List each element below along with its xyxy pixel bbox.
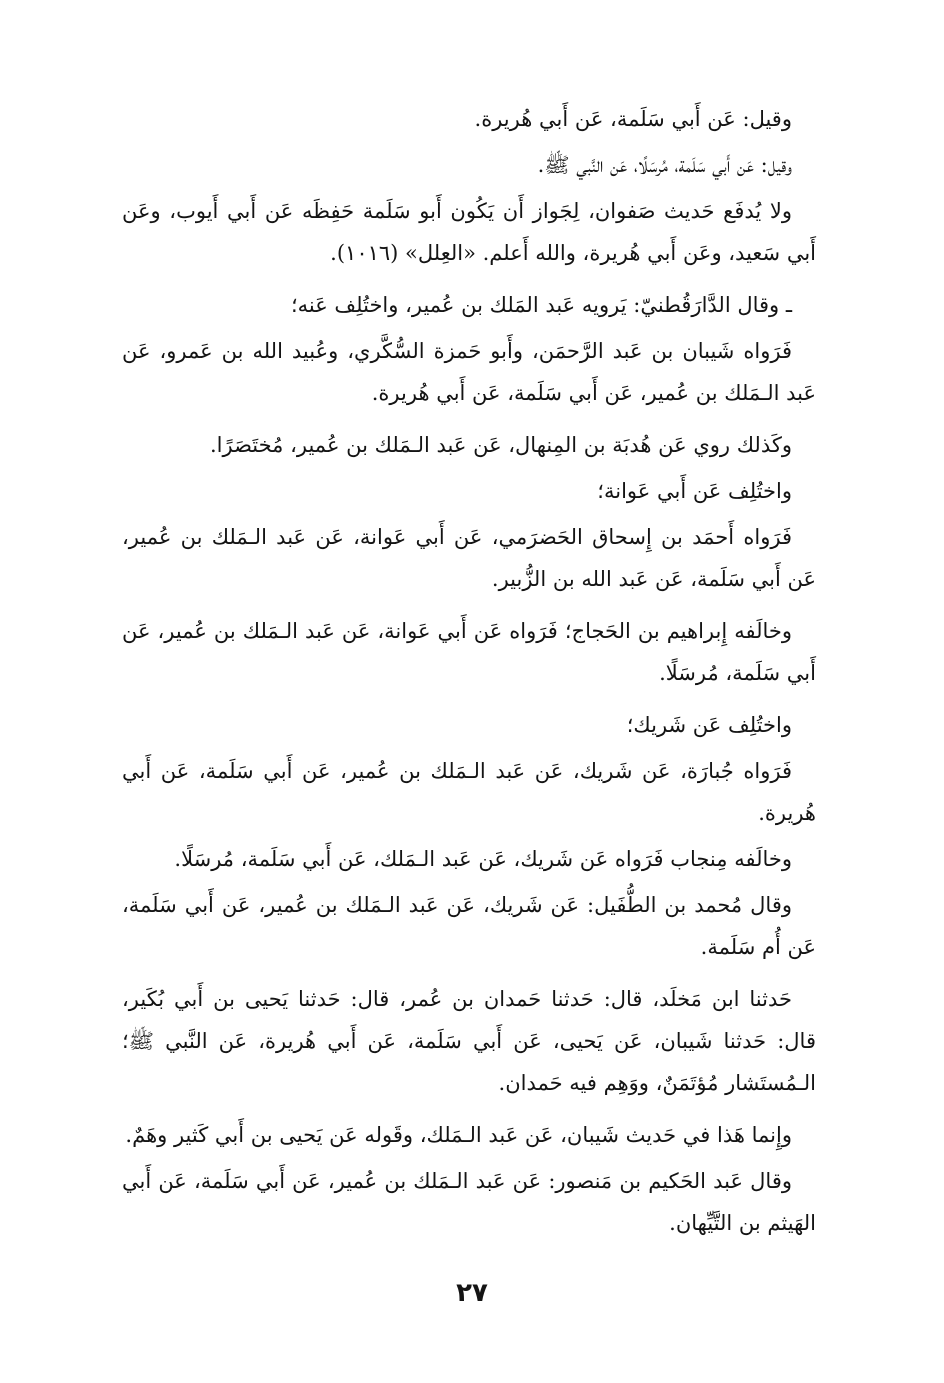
paragraph: وإِنما هَذا في حَديث شَيبان، عَن عَبد الـمَلك، وقَوله عَن يَحيى بن أَبي كَثير وهَمٌ. [125, 1123, 792, 1147]
paragraph: فَرَواه جُبارَة، عَن شَريك، عَن عَبد الـمَلك بن عُمير، عَن أَبي سَلَمة، عَن أَبي هُريرة. [122, 759, 816, 825]
paragraph: ـ وقال الدَّارَقُطنيّ: يَرويه عَبد المَلك بن عُمير، واختُلِف عَنه؛ [290, 293, 792, 317]
paragraph: وقال عَبد الحَكيم بن مَنصور: عَن عَبد الـمَلك بن عُمير، عَن أَبي سَلَمة، عَن أَبي الهَيثم بن التَّيِّهان. [122, 1169, 816, 1235]
paragraph: وقال مُحمد بن الطُّفَيل: عَن شَريك، عَن عَبد الـمَلك بن عُمير، عَن أَبي سَلَمة، عَن أُم سَلَمة. [122, 893, 816, 959]
body-text [122, 98, 816, 1254]
paragraph: وخالَفه مِنجاب فَرَواه عَن شَريك، عَن عَبد الـمَلك، عَن أَبي سَلَمة، مُرسَلًا. [174, 847, 792, 871]
paragraph: واختُلِف عَن شَريك؛ [626, 713, 792, 737]
paragraph: وقيل: عَن أَبي سَلَمة، مُرسَلًا، عَن النَّبي ﷺ. [537, 153, 792, 177]
paragraph: وكَذلك روي عَن هُدبَة بن المِنهال، عَن عَبد الـمَلك بن عُمير، مُختَصَرًا. [209, 433, 792, 457]
paragraph: ولا يُدفَع حَديث صَفوان، لِجَواز أَن يَكُون أَبو سَلَمة حَفِظَه عَن أَبي أَيوب، وعَن أَبي سَعيد، وعَن أَبي هُريرة، والله أَعلم. «العِلل» (١٠١٦). [122, 199, 816, 265]
paragraph: فَرَواه أَحمَد بن إِسحاق الحَضرَمي، عَن أَبي عَوانة، عَن عَبد الـمَلك بن عُمير، عَن أَبي سَلَمة، عَن عَبد الله بن الزُّبير. [122, 525, 816, 591]
paragraph: فَرَواه شَيبان بن عَبد الرَّحمَن، وأَبو حَمزة السُّكَّري، وعُبيد الله بن عَمرو، عَن عَبد الـمَلك بن عُمير، عَن أَبي سَلَمة، عَن أَبي هُريرة. [122, 339, 816, 405]
paragraph: واختُلِف عَن أَبي عَوانة؛ [597, 479, 792, 503]
paragraph: حَدثنا ابن مَخلَد، قال: حَدثنا حَمدان بن عُمر، قال: حَدثنا يَحيى بن أَبي بُكَير، قال: حَدثنا شَيبان، عَن يَحيى، عَن أَبي سَلَمة، عَن أَبي هُريرة، عَن النَّبي ﷺ؛ الـمُستَشار مُؤتَمَنٌ، ووَهِم فيه حَمدان. [122, 987, 816, 1095]
paragraph: وقيل: عَن أَبي سَلَمة، عَن أَبي هُريرة. [474, 107, 792, 131]
page-number: ٢٧ [456, 1278, 488, 1308]
paragraph: وخالَفه إِبراهيم بن الحَجاج؛ فَرَواه عَن أَبي عَوانة، عَن عَبد الـمَلك بن عُمير، عَن أَبي سَلَمة، مُرسَلًا. [122, 619, 816, 685]
